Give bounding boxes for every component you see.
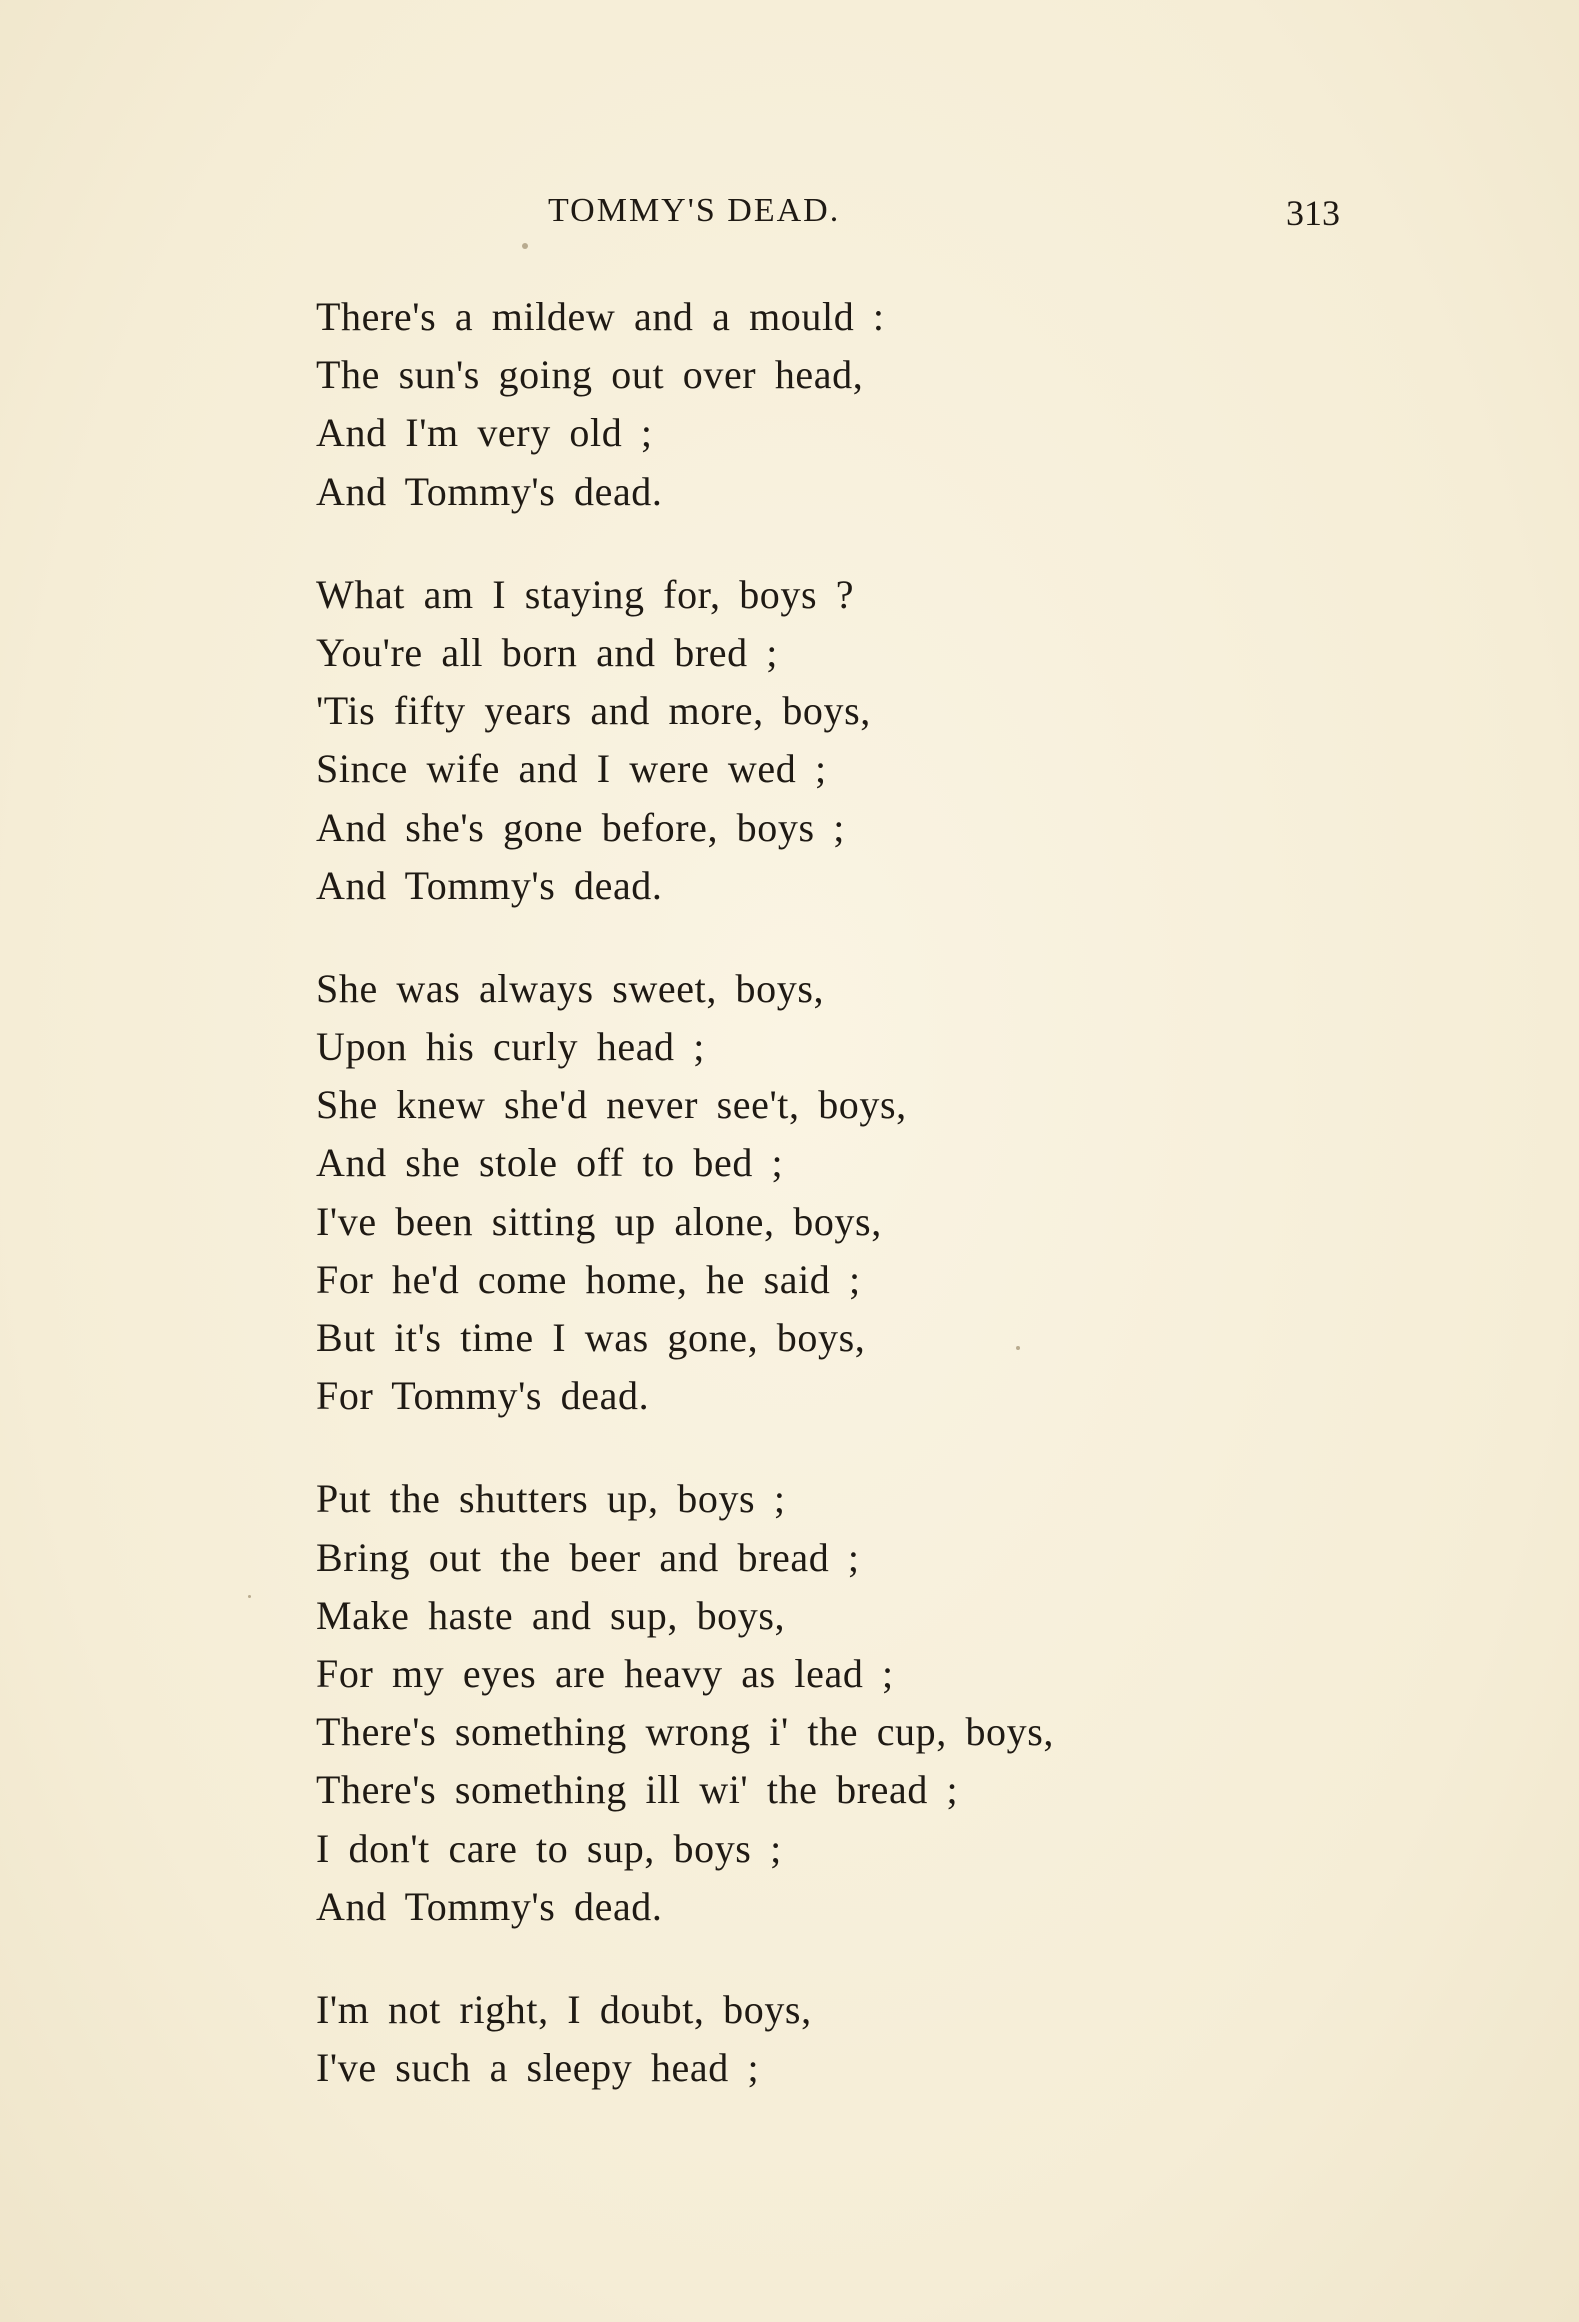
stanza-3 bbox=[316, 960, 1516, 1426]
poem-line: What am I staying for, boys ? bbox=[316, 571, 855, 617]
poem-line: I'm not right, I doubt, boys, bbox=[316, 1986, 812, 2032]
poem-line: And Tommy's dead. bbox=[316, 862, 663, 908]
poem-line: There's something ill wi' the bread ; bbox=[316, 1767, 959, 1813]
poem-line: Upon his curly head ; bbox=[316, 1024, 705, 1070]
poem-line: And she stole off to bed ; bbox=[316, 1140, 784, 1186]
poem-line: Bring out the beer and bread ; bbox=[316, 1534, 860, 1580]
paper-speck bbox=[1016, 1346, 1020, 1350]
poem-line: You're all born and bred ; bbox=[316, 629, 779, 675]
poem-line: The sun's going out over head, bbox=[316, 352, 864, 398]
poem-line: And Tommy's dead. bbox=[316, 468, 663, 514]
paper-speck bbox=[248, 1595, 251, 1598]
stanza-1 bbox=[316, 288, 1516, 521]
poem-line: For he'd come home, he said ; bbox=[316, 1256, 861, 1302]
poem-line: And Tommy's dead. bbox=[316, 1883, 663, 1929]
poem-line: Since wife and I were wed ; bbox=[316, 746, 827, 792]
poem-line: I don't care to sup, boys ; bbox=[316, 1825, 782, 1871]
poem-body bbox=[316, 288, 1516, 2142]
poem-line: She was always sweet, boys, bbox=[316, 965, 825, 1011]
paper-speck bbox=[522, 243, 528, 249]
poem-line: There's a mildew and a mould : bbox=[316, 294, 885, 339]
poem-line: 'Tis fifty years and more, boys, bbox=[316, 688, 871, 734]
poem-line: For my eyes are heavy as lead ; bbox=[316, 1650, 894, 1696]
poem-line: And I'm very old ; bbox=[316, 410, 653, 456]
poem-line: There's something wrong i' the cup, boys, bbox=[316, 1709, 1055, 1755]
stanza-2 bbox=[316, 566, 1516, 915]
running-head bbox=[316, 192, 1376, 242]
poem-line: She knew she'd never see't, boys, bbox=[316, 1082, 907, 1128]
stanza-4 bbox=[316, 1470, 1516, 1936]
poem-line: I've such a sleepy head ; bbox=[316, 2045, 760, 2091]
poem-line: I've been sitting up alone, boys, bbox=[316, 1198, 882, 1244]
poem-line: For Tommy's dead. bbox=[316, 1373, 650, 1419]
poem-line: But it's time I was gone, boys, bbox=[316, 1315, 866, 1360]
page-number: 313 bbox=[1286, 193, 1340, 233]
stanza-5 bbox=[316, 1981, 1516, 2097]
poem-line: Make haste and sup, boys, bbox=[316, 1592, 786, 1638]
poem-line: Put the shutters up, boys ; bbox=[316, 1476, 786, 1522]
poem-line: And she's gone before, boys ; bbox=[316, 804, 845, 850]
running-title: TOMMY'S DEAD. bbox=[548, 192, 841, 229]
